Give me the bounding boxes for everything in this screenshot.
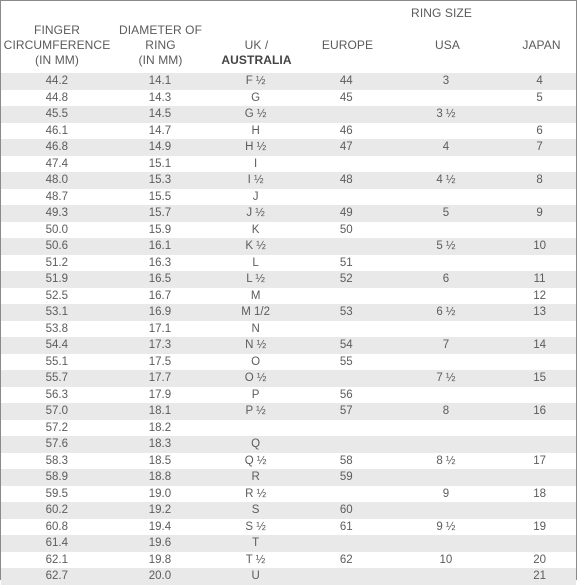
- diameter-cell: 15.9: [148, 223, 172, 236]
- japan-size-cell: 16: [533, 405, 546, 418]
- finger-circumference-cell: 57.6: [45, 438, 68, 451]
- diameter-cell: 16.7: [148, 289, 172, 302]
- europe-size-cell: 56: [339, 388, 353, 401]
- europe-size-cell: 44: [339, 75, 353, 88]
- header-text: (IN MM): [34, 53, 80, 67]
- usa-size-cell: 5 ½: [436, 240, 456, 253]
- table-row: [1, 238, 576, 255]
- uk-size-cell: Q: [251, 438, 261, 451]
- finger-circumference-cell: 59.5: [45, 487, 68, 500]
- uk-size-cell: O: [251, 355, 261, 368]
- usa-size-cell: 9: [442, 487, 450, 500]
- diameter-cell: 19.8: [148, 553, 172, 566]
- japan-size-cell: 7: [536, 141, 543, 154]
- japan-size-cell: 21: [533, 570, 546, 583]
- uk-size-cell: L ½: [246, 273, 265, 286]
- uk-size-cell: M 1/2: [241, 306, 270, 319]
- finger-circumference-cell: 50.0: [45, 223, 68, 236]
- japan-size-cell: 11: [533, 273, 546, 286]
- diameter-cell: 14.3: [148, 91, 172, 104]
- europe-size-cell: 45: [339, 91, 353, 104]
- usa-size-cell: 3 ½: [436, 108, 456, 121]
- japan-size-cell: 9: [536, 207, 543, 220]
- header-text: DIAMETER OF: [118, 23, 203, 37]
- finger-circumference-cell: 48.7: [45, 190, 68, 203]
- diameter-cell: 20.0: [148, 570, 172, 583]
- table-row: [1, 568, 576, 585]
- header-europe: EUROPE: [321, 38, 374, 52]
- europe-size-cell: 47: [339, 141, 353, 154]
- usa-size-cell: 8: [442, 405, 450, 418]
- diameter-cell: 15.1: [148, 157, 172, 170]
- finger-circumference-cell: 54.4: [45, 339, 68, 352]
- table-row: [1, 403, 576, 420]
- table-header: [1, 1, 576, 73]
- table-row: [1, 420, 576, 437]
- table-row: [1, 139, 576, 156]
- uk-size-cell: N: [251, 322, 260, 335]
- finger-circumference-cell: 53.8: [45, 322, 68, 335]
- header-text: RING: [145, 38, 176, 52]
- diameter-cell: 18.1: [148, 405, 172, 418]
- japan-size-cell: 17: [533, 454, 546, 467]
- finger-circumference-cell: 52.5: [45, 289, 68, 302]
- uk-size-cell: N ½: [245, 339, 267, 352]
- europe-size-cell: 62: [339, 553, 353, 566]
- table-row: [1, 288, 576, 305]
- finger-circumference-cell: 44.2: [45, 75, 68, 88]
- uk-size-cell: I ½: [247, 174, 264, 187]
- diameter-cell: 19.4: [148, 520, 172, 533]
- diameter-cell: 17.1: [148, 322, 172, 335]
- table-row: [1, 502, 576, 519]
- header-japan: JAPAN: [522, 38, 561, 52]
- table-row: [1, 90, 576, 107]
- table-row: [1, 123, 576, 140]
- uk-size-cell: G ½: [244, 108, 267, 121]
- finger-circumference-cell: 61.4: [45, 537, 68, 550]
- diameter-cell: 18.3: [148, 438, 172, 451]
- finger-circumference-cell: 45.5: [45, 108, 68, 121]
- finger-circumference-cell: 56.3: [45, 388, 68, 401]
- japan-size-cell: 18: [533, 487, 546, 500]
- header-uk-australia: [208, 38, 305, 68]
- diameter-cell: 19.6: [148, 537, 172, 550]
- japan-size-cell: 20: [533, 553, 546, 566]
- finger-circumference-cell: 62.7: [45, 570, 68, 583]
- table-row: [1, 73, 576, 90]
- finger-circumference-cell: 55.7: [45, 372, 68, 385]
- header-text: (IN MM): [138, 53, 183, 67]
- uk-size-cell: O ½: [244, 372, 267, 385]
- uk-size-cell: T: [252, 537, 260, 550]
- uk-size-cell: S: [251, 504, 260, 517]
- uk-size-cell: J ½: [246, 207, 265, 220]
- header-text: AUSTRALIA: [221, 53, 292, 67]
- uk-size-cell: J: [252, 190, 259, 203]
- diameter-cell: 17.9: [148, 388, 172, 401]
- table-row: [1, 354, 576, 371]
- finger-circumference-cell: 57.0: [45, 405, 68, 418]
- finger-circumference-cell: 46.1: [45, 124, 68, 137]
- europe-size-cell: 59: [339, 471, 353, 484]
- finger-circumference-cell: 49.3: [45, 207, 68, 220]
- usa-size-cell: 9 ½: [436, 520, 456, 533]
- usa-size-cell: 7 ½: [436, 372, 456, 385]
- usa-size-cell: 4: [442, 141, 450, 154]
- europe-size-cell: 58: [339, 454, 353, 467]
- table-row: [1, 189, 576, 206]
- diameter-cell: 18.5: [148, 454, 172, 467]
- diameter-cell: 16.1: [148, 240, 172, 253]
- diameter-cell: 16.5: [148, 273, 172, 286]
- diameter-cell: 17.3: [148, 339, 172, 352]
- table-row: [1, 436, 576, 453]
- table-row: [1, 156, 576, 173]
- table-row: [1, 172, 576, 189]
- diameter-cell: 15.7: [148, 207, 172, 220]
- usa-size-cell: 4 ½: [436, 174, 456, 187]
- uk-size-cell: M: [250, 289, 261, 302]
- table-row: [1, 205, 576, 222]
- diameter-cell: 14.7: [148, 124, 172, 137]
- header-ring-size: RING SIZE: [411, 6, 472, 20]
- header-text: UK /: [244, 38, 269, 52]
- japan-size-cell: 10: [533, 240, 546, 253]
- table-row: [1, 271, 576, 288]
- finger-circumference-cell: 62.1: [45, 553, 68, 566]
- uk-size-cell: R ½: [245, 487, 267, 500]
- finger-circumference-cell: 46.8: [45, 141, 68, 154]
- usa-size-cell: 5: [442, 207, 450, 220]
- japan-size-cell: 12: [533, 289, 546, 302]
- europe-size-cell: 48: [339, 174, 353, 187]
- finger-circumference-cell: 48.0: [45, 174, 68, 187]
- table-row: [1, 535, 576, 552]
- japan-size-cell: 15: [533, 372, 546, 385]
- japan-size-cell: 19: [533, 520, 546, 533]
- europe-size-cell: 61: [339, 520, 353, 533]
- europe-size-cell: 49: [339, 207, 353, 220]
- europe-size-cell: 52: [339, 273, 353, 286]
- uk-size-cell: K: [251, 223, 260, 236]
- diameter-cell: 16.9: [148, 306, 172, 319]
- europe-size-cell: 46: [339, 124, 353, 137]
- finger-circumference-cell: 51.9: [45, 273, 68, 286]
- table-row: [1, 370, 576, 387]
- finger-circumference-cell: 60.2: [45, 504, 68, 517]
- table-row: [1, 321, 576, 338]
- finger-circumference-cell: 44.8: [45, 91, 68, 104]
- table-row: [1, 519, 576, 536]
- europe-size-cell: 53: [339, 306, 353, 319]
- uk-size-cell: Q ½: [244, 454, 267, 467]
- table-row: [1, 469, 576, 486]
- uk-size-cell: F ½: [245, 75, 266, 88]
- finger-circumference-cell: 58.9: [45, 471, 68, 484]
- diameter-cell: 14.1: [148, 75, 172, 88]
- japan-size-cell: 8: [536, 174, 543, 187]
- uk-size-cell: P: [251, 388, 260, 401]
- uk-size-cell: T ½: [245, 553, 266, 566]
- diameter-cell: 19.2: [148, 504, 172, 517]
- table-body: [1, 73, 576, 585]
- uk-size-cell: S ½: [245, 520, 266, 533]
- europe-size-cell: 55: [339, 355, 353, 368]
- usa-size-cell: 10: [439, 553, 453, 566]
- usa-size-cell: 3: [442, 75, 450, 88]
- japan-size-cell: 5: [536, 91, 543, 104]
- uk-size-cell: U: [251, 570, 260, 583]
- table-row: [1, 337, 576, 354]
- uk-size-cell: G: [251, 91, 261, 104]
- uk-size-cell: R: [251, 471, 260, 484]
- header-finger-circumference: [1, 23, 113, 68]
- uk-size-cell: K ½: [245, 240, 266, 253]
- usa-size-cell: 6 ½: [436, 306, 456, 319]
- uk-size-cell: H ½: [245, 141, 267, 154]
- diameter-cell: 14.5: [148, 108, 172, 121]
- finger-circumference-cell: 53.1: [45, 306, 68, 319]
- diameter-cell: 14.9: [148, 141, 172, 154]
- uk-size-cell: L: [252, 256, 259, 269]
- header-diameter: [113, 23, 208, 68]
- europe-size-cell: 50: [339, 223, 353, 236]
- diameter-cell: 19.0: [148, 487, 172, 500]
- japan-size-cell: 6: [536, 124, 543, 137]
- diameter-cell: 18.2: [148, 421, 172, 434]
- table-row: [1, 255, 576, 272]
- table-row: [1, 552, 576, 569]
- diameter-cell: 16.3: [148, 256, 172, 269]
- japan-size-cell: 14: [533, 339, 546, 352]
- table-row: [1, 222, 576, 239]
- finger-circumference-cell: 58.3: [45, 454, 68, 467]
- uk-size-cell: H: [251, 124, 260, 137]
- diameter-cell: 15.5: [148, 190, 172, 203]
- uk-size-cell: P ½: [245, 405, 266, 418]
- europe-size-cell: 51: [339, 256, 353, 269]
- diameter-cell: 17.5: [148, 355, 172, 368]
- finger-circumference-cell: 55.1: [45, 355, 68, 368]
- table-row: [1, 453, 576, 470]
- finger-circumference-cell: 57.2: [45, 421, 68, 434]
- diameter-cell: 18.8: [148, 471, 172, 484]
- europe-size-cell: 54: [339, 339, 353, 352]
- diameter-cell: 15.3: [148, 174, 172, 187]
- table-row: [1, 304, 576, 321]
- europe-size-cell: 60: [339, 504, 353, 517]
- table-row: [1, 486, 576, 503]
- table-row: [1, 387, 576, 404]
- japan-size-cell: 4: [536, 75, 543, 88]
- finger-circumference-cell: 50.6: [45, 240, 68, 253]
- europe-size-cell: 57: [339, 405, 353, 418]
- finger-circumference-cell: 51.2: [45, 256, 68, 269]
- usa-size-cell: 6: [442, 273, 450, 286]
- finger-circumference-cell: 60.8: [45, 520, 68, 533]
- uk-size-cell: I: [254, 157, 258, 170]
- header-text: FINGER: [34, 23, 80, 37]
- usa-size-cell: 8 ½: [436, 454, 456, 467]
- finger-circumference-cell: 47.4: [45, 157, 68, 170]
- header-text: CIRCUMFERENCE: [3, 38, 111, 52]
- header-usa: USA: [435, 38, 460, 52]
- usa-size-cell: 7: [442, 339, 450, 352]
- diameter-cell: 17.7: [148, 372, 172, 385]
- table-row: [1, 106, 576, 123]
- japan-size-cell: 13: [533, 306, 546, 319]
